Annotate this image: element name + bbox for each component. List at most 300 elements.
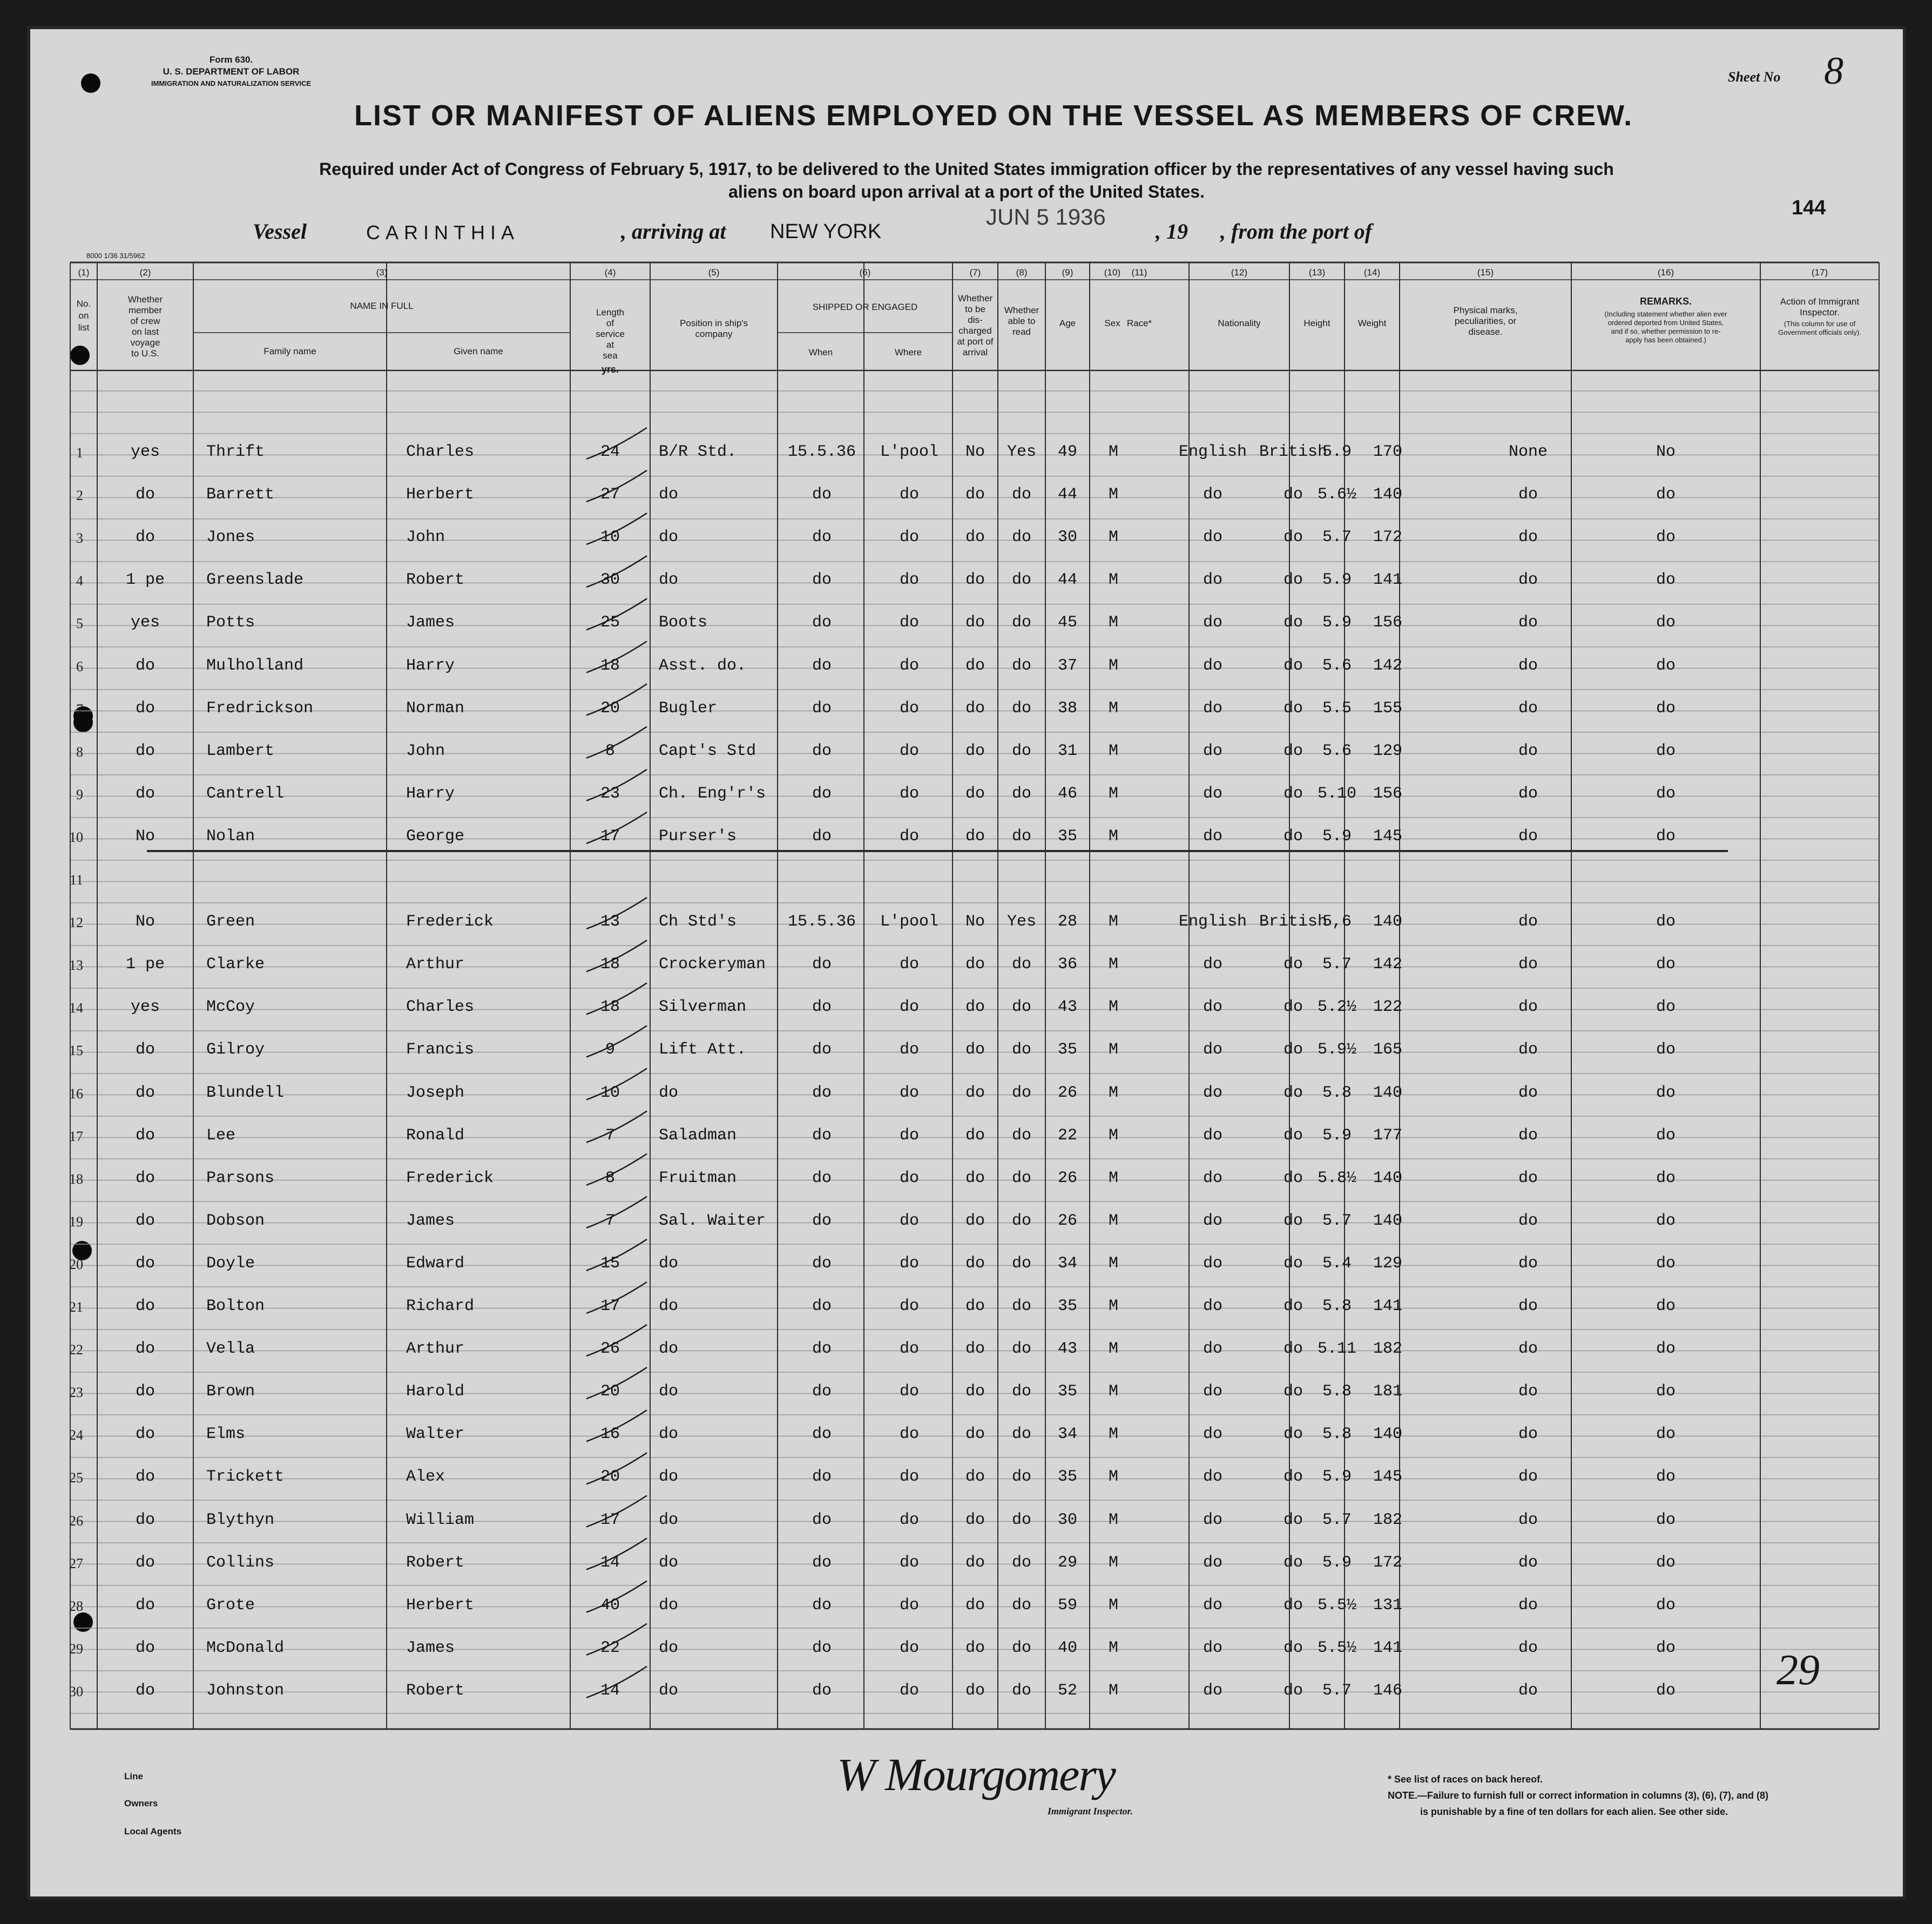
- cell-weight: 142: [1373, 656, 1403, 675]
- header-no-on-list: No.: [76, 299, 91, 309]
- cell-race: do: [1203, 741, 1223, 760]
- cell-disch: do: [965, 1681, 985, 1700]
- cell-given: Francis: [406, 1041, 475, 1059]
- cell-years: 25: [600, 613, 620, 632]
- column-number: (4): [604, 267, 616, 278]
- cell-weight: 141: [1373, 571, 1403, 590]
- cell-where: do: [899, 1638, 920, 1657]
- cell-marks: do: [1518, 1638, 1538, 1657]
- cell-height: 5.6: [1322, 741, 1352, 760]
- cell-marks: do: [1518, 1340, 1538, 1359]
- cell-years: 30: [600, 571, 620, 590]
- cell-height: 5.9: [1322, 1553, 1352, 1572]
- cell-sex: M: [1108, 528, 1119, 547]
- cell-position: do: [659, 1638, 679, 1657]
- cell-age: 43: [1057, 1340, 1078, 1359]
- cell-height: 5.8: [1322, 1297, 1352, 1315]
- cell-position: do: [659, 1596, 679, 1615]
- cell-read: do: [1011, 998, 1032, 1017]
- cell-race: do: [1203, 827, 1223, 846]
- cell-years: 18: [600, 955, 620, 974]
- cell-disch: do: [965, 1382, 985, 1401]
- row-number: 21: [69, 1299, 83, 1315]
- cell-weight: 142: [1373, 955, 1403, 974]
- cell-position: Bugler: [659, 699, 718, 718]
- cell-read: do: [1011, 741, 1032, 760]
- cell-remarks: do: [1656, 1681, 1676, 1700]
- cell-sex: M: [1108, 699, 1119, 718]
- cell-weight: 129: [1373, 741, 1403, 760]
- cell-age: 43: [1057, 998, 1078, 1017]
- cell-weight: 140: [1373, 1211, 1403, 1230]
- cell-race: do: [1203, 784, 1223, 803]
- cell-when: do: [812, 1340, 832, 1359]
- cell-nat: do: [1283, 1041, 1303, 1059]
- cell-height: 5.7: [1322, 955, 1352, 974]
- cell-race: do: [1203, 699, 1223, 718]
- cell-years: 20: [600, 1468, 620, 1487]
- cell-age: 45: [1057, 613, 1078, 632]
- cell-remarks: do: [1656, 913, 1676, 931]
- cell-years: 27: [600, 485, 620, 504]
- row-number: 27: [69, 1555, 83, 1571]
- header-remarks-note: and if so, whether permission to re-: [1611, 327, 1721, 335]
- arrival-port: NEW YORK: [770, 220, 882, 243]
- cell-when: do: [812, 1382, 832, 1401]
- column-number: (14): [1363, 267, 1381, 278]
- cell-read: do: [1011, 699, 1032, 718]
- cell-marks: do: [1518, 1297, 1538, 1315]
- cell-sex: M: [1108, 1297, 1119, 1315]
- cell-given: George: [406, 827, 465, 846]
- cell-sex: M: [1108, 998, 1119, 1017]
- sheet-ref: 144: [1792, 197, 1826, 219]
- cell-given: Richard: [406, 1297, 475, 1315]
- cell-years: 18: [600, 656, 620, 675]
- cell-when: do: [812, 571, 832, 590]
- cell-when: 15.5.36: [787, 443, 856, 461]
- cell-disch: No: [965, 913, 985, 931]
- cell-remarks: do: [1656, 1297, 1676, 1315]
- cell-weight: 182: [1373, 1510, 1403, 1529]
- cell-marks: do: [1518, 1169, 1538, 1187]
- cell-when: do: [812, 613, 832, 632]
- cell-when: do: [812, 1126, 832, 1145]
- cell-weight: 140: [1373, 1425, 1403, 1444]
- header-family-name: Family name: [264, 346, 316, 356]
- cell-where: do: [899, 1169, 920, 1187]
- cell-height: 5.11: [1317, 1340, 1357, 1359]
- cell-read: do: [1011, 1468, 1032, 1487]
- cell-family: Jones: [206, 528, 255, 547]
- cell-where: do: [899, 1425, 920, 1444]
- cell-height: 5.6½: [1317, 485, 1357, 504]
- cell-weight: 145: [1373, 827, 1403, 846]
- cell-years: 16: [600, 1425, 620, 1444]
- cell-when: 15.5.36: [787, 913, 856, 931]
- cell-disch: do: [965, 998, 985, 1017]
- cell-weight: 172: [1373, 528, 1403, 547]
- cell-position: Purser's: [659, 827, 737, 846]
- cell-disch: do: [965, 955, 985, 974]
- cell-given: John: [406, 528, 445, 547]
- cell-years: 9: [605, 1041, 616, 1059]
- row-number: 25: [69, 1470, 83, 1486]
- cell-family: Cantrell: [206, 784, 285, 803]
- row-number: 15: [69, 1043, 83, 1059]
- cell-remarks: do: [1656, 571, 1676, 590]
- cell-sex: M: [1108, 1510, 1119, 1529]
- races-note: * See list of races on back hereof.: [1388, 1774, 1543, 1785]
- print-code: 8000 1/36 31/5962: [86, 252, 145, 260]
- cell-where: do: [899, 1254, 920, 1273]
- header-name-in-full: NAME IN FULL: [350, 301, 414, 311]
- column-number: (1): [78, 267, 90, 278]
- header-no-on-list: list: [78, 322, 90, 333]
- cell-position: do: [659, 1510, 679, 1529]
- cell-family: Doyle: [206, 1254, 255, 1273]
- cell-disch: do: [965, 613, 985, 632]
- row-number: 19: [69, 1213, 83, 1230]
- cell-remarks: do: [1656, 1126, 1676, 1145]
- cell-years: 15: [600, 1254, 620, 1273]
- cell-race: do: [1203, 528, 1223, 547]
- cell-disch: do: [965, 528, 985, 547]
- column-number: (16): [1657, 267, 1674, 278]
- cell-age: 52: [1057, 1681, 1078, 1700]
- cell-height: 5.7: [1322, 1211, 1352, 1230]
- cell-when: do: [812, 955, 832, 974]
- column-number: (10): [1104, 267, 1121, 278]
- cell-weight: 131: [1373, 1596, 1403, 1615]
- cell-prev: 1 pe: [125, 955, 165, 974]
- cell-marks: do: [1518, 1553, 1538, 1572]
- cell-where: do: [899, 741, 920, 760]
- cell-marks: do: [1518, 1425, 1538, 1444]
- header-discharged: Whether: [957, 293, 993, 303]
- row-number: 30: [69, 1683, 83, 1699]
- cell-given: Herbert: [406, 1596, 475, 1615]
- cell-when: do: [812, 1041, 832, 1059]
- cell-position: Asst. do.: [659, 656, 747, 675]
- cell-prev: yes: [130, 613, 160, 632]
- cell-race: do: [1203, 1382, 1223, 1401]
- cell-disch: No: [965, 443, 985, 461]
- cell-nat: do: [1283, 613, 1303, 632]
- cell-family: Lee: [206, 1126, 236, 1145]
- cell-age: 35: [1057, 1382, 1078, 1401]
- cell-height: 5.8: [1322, 1382, 1352, 1401]
- cell-family: Nolan: [206, 827, 255, 846]
- cell-position: do: [659, 1254, 679, 1273]
- cell-position: B/R Std.: [659, 443, 737, 461]
- cell-family: Bolton: [206, 1297, 265, 1315]
- cell-prev: do: [135, 1041, 156, 1059]
- cell-sex: M: [1108, 1468, 1119, 1487]
- cell-race: do: [1203, 1596, 1223, 1615]
- cell-weight: 170: [1373, 443, 1403, 461]
- cell-sex: M: [1108, 827, 1119, 846]
- cell-nat: do: [1283, 1254, 1303, 1273]
- cell-disch: do: [965, 1083, 985, 1102]
- cell-age: 59: [1057, 1596, 1078, 1615]
- cell-age: 46: [1057, 784, 1078, 803]
- header-member-prev: member: [128, 305, 163, 315]
- cell-sex: M: [1108, 656, 1119, 675]
- cell-race: do: [1203, 1681, 1223, 1700]
- cell-when: do: [812, 741, 832, 760]
- cell-position: do: [659, 1681, 679, 1700]
- cell-sex: M: [1108, 1681, 1119, 1700]
- cell-given: Frederick: [406, 1169, 494, 1187]
- cell-position: do: [659, 1340, 679, 1359]
- cell-remarks: do: [1656, 741, 1676, 760]
- cell-position: Ch Std's: [659, 913, 737, 931]
- cell-family: Clarke: [206, 955, 265, 974]
- cell-age: 31: [1057, 741, 1078, 760]
- column-number: (13): [1308, 267, 1326, 278]
- cell-where: L'pool: [880, 443, 939, 461]
- column-number: (11): [1131, 267, 1147, 278]
- cell-age: 34: [1057, 1254, 1078, 1273]
- subtitle-line-1: Required under Act of Congress of February 5, 1917, to be delivered to the United States immigration officer by the representatives of any vessel having such: [319, 159, 1614, 179]
- cell-read: do: [1011, 1169, 1032, 1187]
- cell-years: 14: [600, 1553, 620, 1572]
- cell-where: do: [899, 699, 920, 718]
- cell-sex: M: [1108, 1169, 1119, 1187]
- cell-nat: British: [1259, 443, 1328, 461]
- cell-race: do: [1203, 1126, 1223, 1145]
- cell-nat: do: [1283, 1126, 1303, 1145]
- cell-prev: do: [135, 1510, 156, 1529]
- cell-years: 17: [600, 1297, 620, 1315]
- cell-disch: do: [965, 1468, 985, 1487]
- cell-position: Sal. Waiter: [659, 1211, 766, 1230]
- header-text: [77, 267, 1861, 375]
- cell-position: Fruitman: [659, 1169, 737, 1187]
- cell-when: do: [812, 1297, 832, 1315]
- row-number: 12: [69, 915, 83, 931]
- cell-where: do: [899, 1596, 920, 1615]
- cell-given: Frederick: [406, 913, 494, 931]
- cell-where: do: [899, 1510, 920, 1529]
- cell-read: do: [1011, 1553, 1032, 1572]
- cell-disch: do: [965, 1425, 985, 1444]
- cell-remarks: do: [1656, 699, 1676, 718]
- cell-height: 5.10: [1317, 784, 1357, 803]
- cell-read: do: [1011, 1382, 1032, 1401]
- cell-read: Yes: [1006, 443, 1037, 461]
- cell-where: do: [899, 613, 920, 632]
- cell-age: 26: [1057, 1083, 1078, 1102]
- cell-family: Fredrickson: [206, 699, 314, 718]
- from-port-label: , from the port of: [1220, 219, 1373, 244]
- cell-prev: 1 pe: [125, 571, 165, 590]
- cell-nat: do: [1283, 528, 1303, 547]
- cell-age: 35: [1057, 1297, 1078, 1315]
- column-number: (3): [376, 267, 388, 278]
- cell-height: 5.7: [1322, 1510, 1352, 1529]
- header-length-service: service: [596, 329, 625, 339]
- cell-given: Charles: [406, 443, 475, 461]
- cell-race: do: [1203, 656, 1223, 675]
- cell-family: Blythyn: [206, 1510, 275, 1529]
- cell-remarks: do: [1656, 485, 1676, 504]
- cell-read: do: [1011, 1083, 1032, 1102]
- cell-years: 10: [600, 528, 620, 547]
- cell-years: 13: [600, 913, 620, 931]
- cell-nat: do: [1283, 1553, 1303, 1572]
- cell-family: McDonald: [206, 1638, 285, 1657]
- cell-marks: do: [1518, 741, 1538, 760]
- cell-given: Joseph: [406, 1083, 465, 1102]
- cell-sex: M: [1108, 955, 1119, 974]
- cell-prev: No: [135, 827, 156, 846]
- cell-given: John: [406, 741, 445, 760]
- header-discharged: arrival: [962, 347, 988, 357]
- cell-disch: do: [965, 1041, 985, 1059]
- cell-race: do: [1203, 1297, 1223, 1315]
- cell-nat: do: [1283, 998, 1303, 1017]
- cell-where: do: [899, 955, 920, 974]
- cell-age: 26: [1057, 1211, 1078, 1230]
- cell-when: do: [812, 1468, 832, 1487]
- row-number: 10: [69, 829, 83, 845]
- footnotes: [1388, 1771, 1768, 1820]
- cell-weight: 141: [1373, 1638, 1403, 1657]
- header-when: When: [808, 347, 833, 357]
- cell-remarks: do: [1656, 1596, 1676, 1615]
- cell-prev: No: [135, 913, 156, 931]
- cell-where: do: [899, 1041, 920, 1059]
- header-physical: peculiarities, or: [1454, 316, 1517, 326]
- cell-prev: do: [135, 1638, 156, 1657]
- cell-family: Barrett: [206, 485, 275, 504]
- header-discharged: at port of: [957, 336, 994, 347]
- cell-remarks: do: [1656, 827, 1676, 846]
- row-number: 28: [69, 1598, 83, 1614]
- cell-age: 30: [1057, 528, 1078, 547]
- cell-sex: M: [1108, 1638, 1119, 1657]
- cell-nat: do: [1283, 1382, 1303, 1401]
- penalty-note-2: is punishable by a fine of ten dollars for each alien. See other side.: [1420, 1806, 1728, 1817]
- cell-nat: do: [1283, 1681, 1303, 1700]
- cell-family: Parsons: [206, 1169, 275, 1187]
- cell-nat: do: [1283, 485, 1303, 504]
- cell-age: 34: [1057, 1425, 1078, 1444]
- cell-years: 17: [600, 1510, 620, 1529]
- cell-prev: do: [135, 656, 156, 675]
- cell-height: 5.9: [1322, 443, 1352, 461]
- row-number: 17: [69, 1128, 83, 1144]
- cell-race: do: [1203, 1340, 1223, 1359]
- cell-when: do: [812, 1638, 832, 1657]
- cell-disch: do: [965, 784, 985, 803]
- cell-sex: M: [1108, 485, 1119, 504]
- cell-remarks: do: [1656, 1638, 1676, 1657]
- cell-weight: 140: [1373, 1169, 1403, 1187]
- local-agents-label: Local Agents: [124, 1826, 182, 1837]
- cell-prev: do: [135, 1083, 156, 1102]
- column-number: (8): [1016, 267, 1028, 278]
- date-stamp: JUN 5 1936: [986, 204, 1106, 229]
- cell-prev: do: [135, 1382, 156, 1401]
- cell-given: Robert: [406, 571, 465, 590]
- cell-read: do: [1011, 571, 1032, 590]
- cell-position: Crockeryman: [659, 955, 766, 974]
- cell-remarks: do: [1656, 955, 1676, 974]
- cell-where: do: [899, 827, 920, 846]
- cell-given: Arthur: [406, 1340, 465, 1359]
- cell-disch: do: [965, 1211, 985, 1230]
- cell-weight: 182: [1373, 1340, 1403, 1359]
- cell-marks: None: [1508, 443, 1548, 461]
- cell-prev: do: [135, 1126, 156, 1145]
- header-height: Height: [1303, 318, 1330, 328]
- cell-when: do: [812, 1596, 832, 1615]
- cell-years: 17: [600, 827, 620, 846]
- header-able-read: able to: [1008, 316, 1036, 326]
- header-member-prev: Whether: [127, 294, 163, 305]
- cell-read: do: [1011, 1340, 1032, 1359]
- cell-remarks: do: [1656, 998, 1676, 1017]
- cell-family: Greenslade: [206, 571, 304, 590]
- cell-disch: do: [965, 1638, 985, 1657]
- cell-height: 5.9: [1322, 613, 1352, 632]
- cell-family: Collins: [206, 1553, 275, 1572]
- service: IMMIGRATION AND NATURALIZATION SERVICE: [151, 79, 312, 87]
- cell-sex: M: [1108, 1126, 1119, 1145]
- cell-years: 20: [600, 699, 620, 718]
- row-number: 13: [69, 957, 83, 974]
- cell-marks: do: [1518, 1596, 1538, 1615]
- cell-nat: do: [1283, 1468, 1303, 1487]
- cell-years: 10: [600, 1083, 620, 1102]
- cell-remarks: do: [1656, 1553, 1676, 1572]
- header-race: Race*: [1126, 318, 1152, 328]
- header-length-service: of: [606, 318, 614, 328]
- cell-read: do: [1011, 1041, 1032, 1059]
- cell-position: do: [659, 485, 679, 504]
- cell-given: Harry: [406, 784, 455, 803]
- cell-position: Capt's Std: [659, 741, 756, 760]
- cell-weight: 155: [1373, 699, 1403, 718]
- cell-disch: do: [965, 1254, 985, 1273]
- cell-remarks: do: [1656, 613, 1676, 632]
- cell-position: Lift Att.: [659, 1041, 747, 1059]
- cell-when: do: [812, 485, 832, 504]
- cell-family: Gilroy: [206, 1041, 265, 1059]
- cell-disch: do: [965, 1510, 985, 1529]
- header-nationality: Nationality: [1218, 318, 1261, 328]
- cell-prev: do: [135, 1254, 156, 1273]
- column-number: (12): [1231, 267, 1248, 278]
- cell-position: Saladman: [659, 1126, 737, 1145]
- header-position: Position in ship's: [679, 318, 748, 328]
- header-age: Age: [1059, 318, 1076, 328]
- cell-race: do: [1203, 571, 1223, 590]
- cell-marks: do: [1518, 656, 1538, 675]
- cell-marks: do: [1518, 1126, 1538, 1145]
- cell-years: 14: [600, 1681, 620, 1700]
- cell-given: Herbert: [406, 485, 475, 504]
- cell-remarks: No: [1656, 443, 1676, 461]
- cell-height: 5.5½: [1317, 1638, 1357, 1657]
- cell-age: 26: [1057, 1169, 1078, 1187]
- cell-remarks: do: [1656, 1211, 1676, 1230]
- header-discharged: charged: [958, 326, 992, 336]
- row-number: 24: [69, 1427, 83, 1443]
